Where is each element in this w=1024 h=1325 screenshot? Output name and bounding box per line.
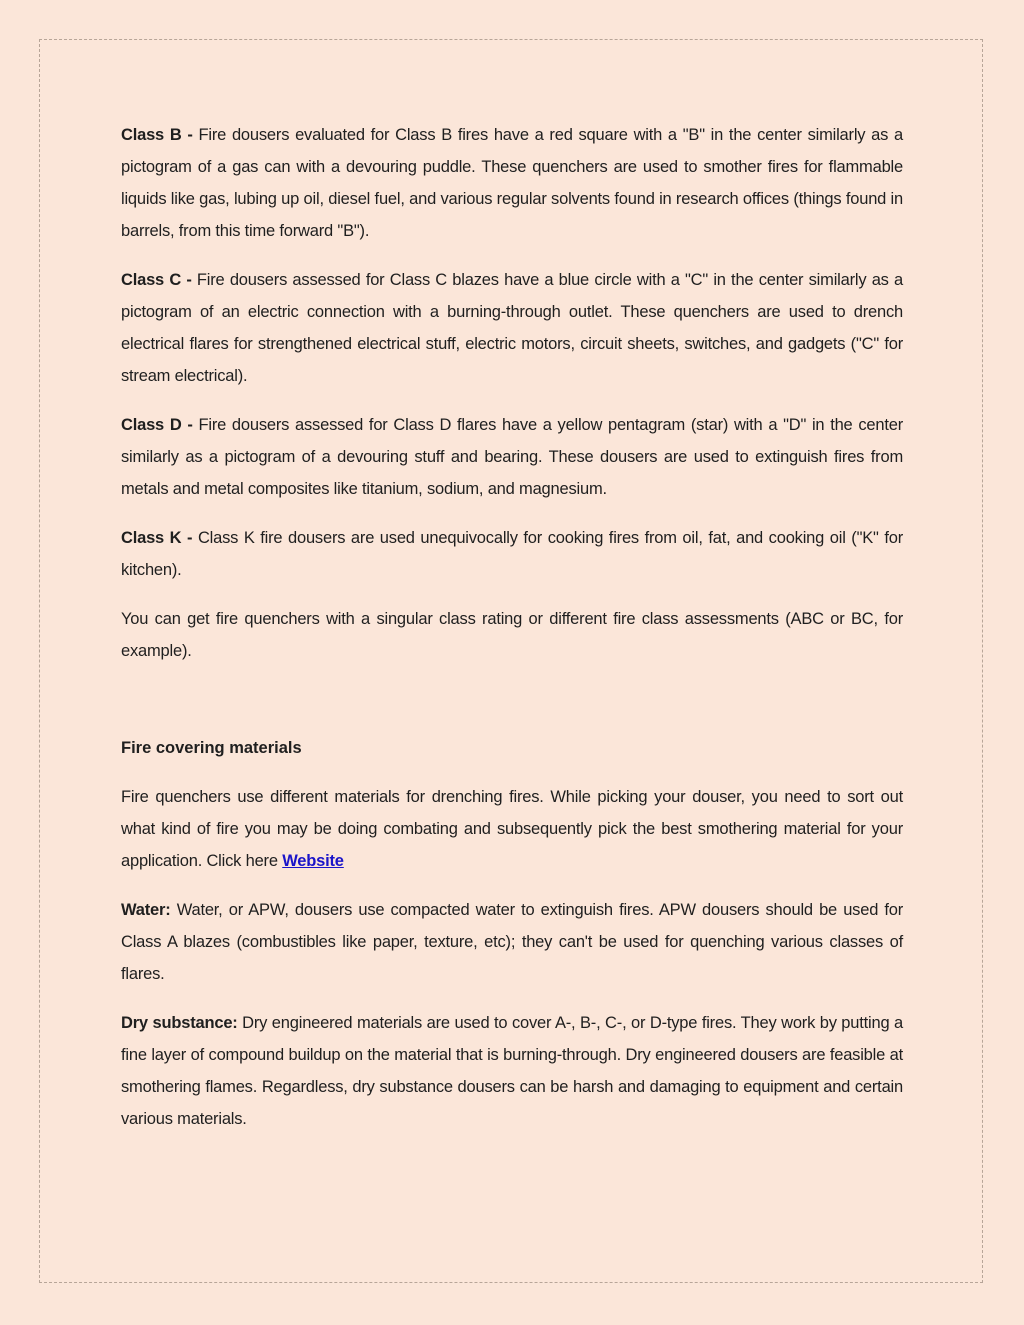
text-class-b: Fire dousers evaluated for Class B fires have a red square with a "B" in the center similarly as a pictogram of a gas can with a devouring puddle. These quenchers are used to smother fires for flammable liquids like gas, lubing up oil, diesel fuel, and various regular solvents found in research offices (things found in barrels, from this time forward "B"). <box>121 126 903 240</box>
text-class-c: Fire dousers assessed for Class C blazes have a blue circle with a "C" in the center similarly as a pictogram of an electric connection with a burning-through outlet. These quenchers are used to drench electrical flares for strengthened electrical stuff, electric motors, circuit sheets, switches, and gadgets ("C" for stream electrical). <box>121 271 903 385</box>
paragraph-class-k <box>121 522 903 586</box>
paragraph-intro <box>121 781 903 877</box>
term-dry-substance: Dry substance: <box>121 1014 238 1032</box>
text-class-k: Class K fire dousers are used unequivocally for cooking fires from oil, fat, and cooking oil ("K" for kitchen). <box>121 529 903 579</box>
paragraph-rating <box>121 603 903 667</box>
text-intro: Fire quenchers use different materials for drenching fires. While picking your douser, you need to sort out what kind of fire you may be doing combating and subsequently pick the best smothering material for your application. Click here <box>121 788 903 870</box>
section-heading: Fire covering materials <box>121 739 302 757</box>
text-rating: You can get fire quenchers with a singular class rating or different fire class assessments (ABC or BC, for example). <box>121 610 903 660</box>
term-class-c: Class C - <box>121 271 192 289</box>
website-link[interactable]: Website <box>282 852 344 870</box>
text-water: Water, or APW, dousers use compacted water to extinguish fires. APW dousers should be used for Class A blazes (combustibles like paper, texture, etc); they can't be used for quenching various classes of flares. <box>121 901 903 983</box>
term-class-d: Class D - <box>121 416 193 434</box>
text-dry-substance: Dry engineered materials are used to cover A-, B-, C-, or D-type fires. They work by putting a fine layer of compound buildup on the material that is burning-through. Dry engineered dousers are feasible at smothering flames. Regardless, dry substance dousers can be harsh and damaging to equipment and certain various materials. <box>121 1014 903 1128</box>
paragraph-water <box>121 894 903 990</box>
term-class-k: Class K - <box>121 529 193 547</box>
text-class-d: Fire dousers assessed for Class D flares have a yellow pentagram (star) with a "D" in the center similarly as a pictogram of a devouring stuff and bearing. These dousers are used to extinguish fires from metals and metal composites like titanium, sodium, and magnesium. <box>121 416 903 498</box>
document-body <box>121 119 903 1152</box>
term-water: Water: <box>121 901 171 919</box>
paragraph-dry-substance <box>121 1007 903 1135</box>
paragraph-class-d <box>121 409 903 505</box>
term-class-b: Class B - <box>121 126 193 144</box>
paragraph-class-b <box>121 119 903 247</box>
paragraph-class-c <box>121 264 903 392</box>
